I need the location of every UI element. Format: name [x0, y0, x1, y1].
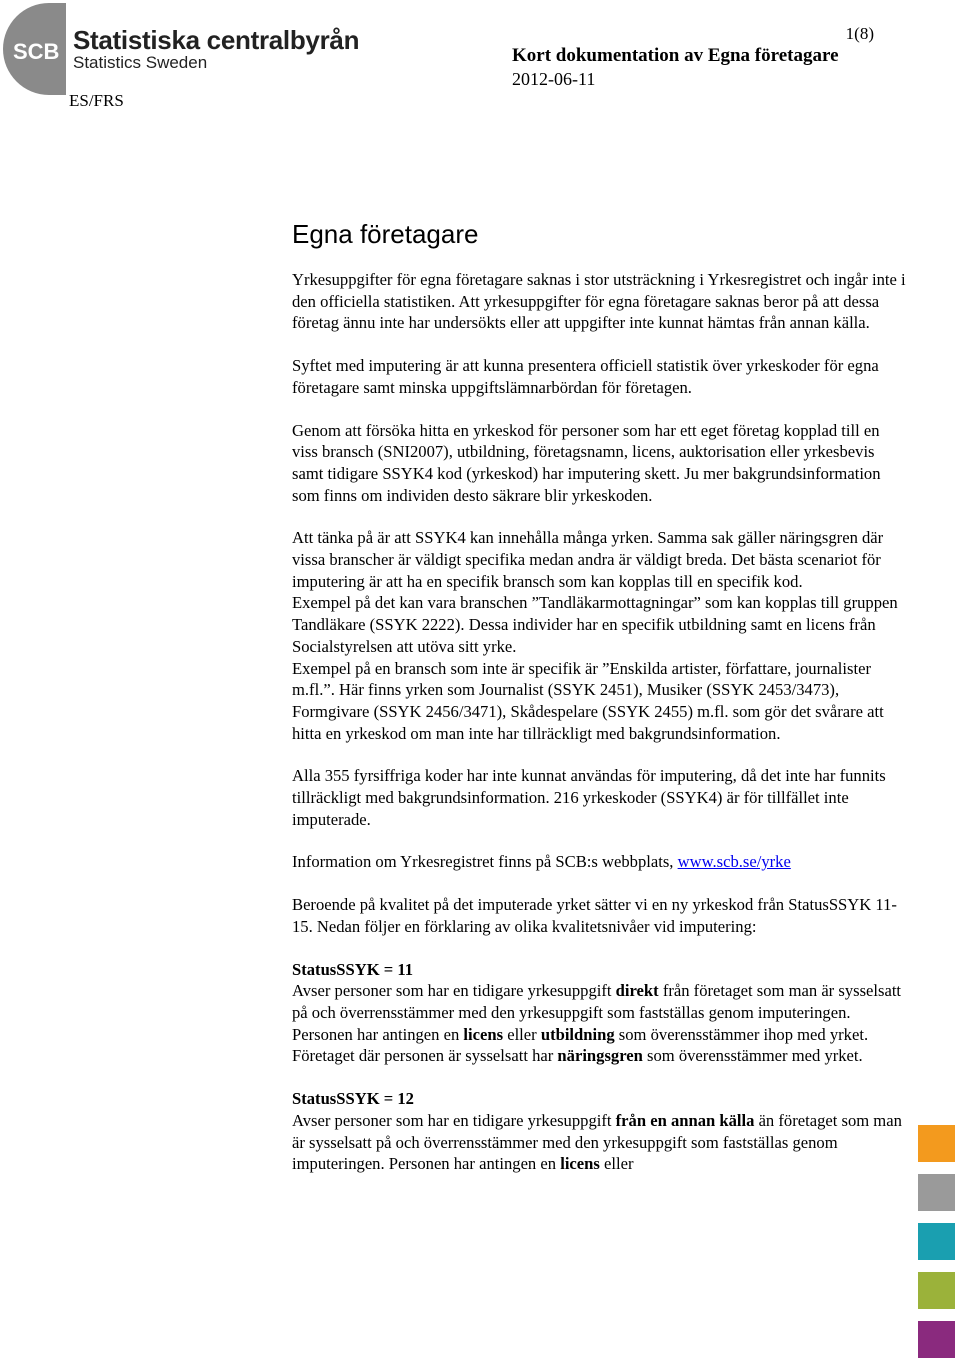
paragraph-info — [292, 851, 907, 873]
document-date: 2012-06-11 — [512, 69, 596, 89]
document-body — [292, 218, 907, 1196]
status-12-text: eller — [599, 1154, 634, 1174]
page-number: 1(8) — [845, 24, 874, 43]
scb-yrke-link[interactable]: www.scb.se/yrke — [677, 852, 791, 872]
paragraph-purpose: Syftet med imputering är att kunna presentera officiell statistik över yrkeskoder för egna företagare samt minska uppgiftslämnarbördan för företagen. — [292, 356, 879, 397]
status-11-bold-licens: licens — [463, 1024, 504, 1044]
paragraph-quality: Beroende på kvalitet på det imputerade yrket sätter vi en ny yrkeskod från StatusSSYK 11-15. Nedan följer en förklaring av olika kvalitetsnivåer vid imputering: — [292, 895, 897, 936]
orange-square — [918, 1125, 955, 1162]
info-text: Information om Yrkesregistret finns på SCB:s webbplats, — [292, 852, 678, 872]
paragraph-intro: Yrkesuppgifter för egna företagare saknas i stor utsträckning i Yrkesregistret och ingår inte i den officiella statistiken. Att yrkesuppgifter för egna företagare saknas beror på att dessa företag ännu inte har undersökts eller att uppgifter inte kunnat hämtas från annan källa. — [292, 270, 906, 333]
status-12-heading: StatusSSYK = 12 — [292, 1089, 414, 1109]
status-11-text: Avser personer som har en tidigare yrkesuppgift — [292, 981, 616, 1001]
paragraph-considerations: Att tänka på är att SSYK4 kan innehålla många yrken. Samma sak gäller näringsgren där vissa branscher är väldigt specifika medan andra är väldigt breda. Det bästa scenariot för imputering är att ha en specifik bransch som kan kopplas till en specifik kod. — [292, 528, 884, 591]
paragraph-example-specific: Exempel på det kan vara branschen ”Tandläkarmottagningar” som kan kopplas till gruppen Tandläkare (SSYK 2222). Dessa individer har en specifik utbildning samt en licens från Socialstyrelsen att utöva sitt yrke. — [292, 593, 898, 656]
status-12-text: Avser personer som har en tidigare yrkesuppgift — [292, 1110, 616, 1130]
paragraph-example-nonspecific: Exempel på en bransch som inte är specifik är ”Enskilda artister, författare, journalister m.fl.”. Här finns yrken som Journalist (SSYK 2451), Musiker (SSYK 2453/3473), Formgivare (SSYK 2456/3471), Skådespelare (SSYK 2455) m.fl. som gör det svårare att hitta en yrkeskod om man inte har tillräckligt med bakgrundsinformation. — [292, 658, 884, 743]
status-11-bold-naringsgren: näringsgren — [557, 1046, 643, 1066]
logo-name: Statistiska centralbyrån — [73, 25, 360, 55]
decorative-color-squares — [918, 1125, 955, 1370]
logo-subtitle: Statistics Sweden — [73, 53, 208, 72]
scb-logo-icon — [3, 3, 66, 95]
page-title: Egna företagare — [292, 219, 479, 249]
teal-square — [918, 1223, 955, 1260]
paragraph-codes: Alla 355 fyrsiffriga koder har inte kunnat användas för imputering, då det inte har funnits tillräckligt med bakgrundsinformation. 216 yrkeskoder (SSYK4) är för tillfället inte imputerade. — [292, 766, 886, 829]
document-title: Kort dokumentation av Egna företagare — [512, 45, 839, 66]
department-code: ES/FRS — [69, 91, 124, 110]
status-12-text: än företaget som man är sysselsatt på och överrensstämmer med den yrkesuppgift som fastställas genom imputeringen. Personen har antingen en — [292, 1110, 902, 1174]
scb-logo — [3, 3, 383, 95]
green-square — [918, 1272, 955, 1309]
status-11-bold-utbildning: utbildning — [540, 1024, 615, 1044]
gray-square — [918, 1174, 955, 1211]
status-11-text: som överensstämmer med yrket. — [642, 1046, 863, 1066]
purple-square — [918, 1321, 955, 1358]
status-11-text: från företaget som man är sysselsatt på och överrensstämmer med den yrkesuppgift som fastställas genom imputeringen. Personen har antingen en — [292, 981, 902, 1044]
status-12-section — [292, 1088, 907, 1175]
status-11-bold-direkt: direkt — [615, 981, 659, 1001]
status-12-bold-annan-kalla: från en annan källa — [615, 1110, 755, 1130]
status-11-heading: StatusSSYK = 11 — [292, 959, 414, 979]
status-11-text: som överensstämmer ihop med yrket. Företaget där personen är sysselsatt har — [292, 1024, 869, 1066]
paragraph-method: Genom att försöka hitta en yrkeskod för personer som har ett eget företag kopplad till en viss bransch (SNI2007), utbildning, företagsnamn, licens, auktorisation eller yrkesbevis samt tidigare SSYK4 kod (yrkeskod) har imputering skett. Ju mer bakgrundsinformation som finns om individen desto säkrare blir yrkeskoden. — [292, 420, 881, 505]
status-11-text: eller — [503, 1024, 541, 1044]
status-12-bold-licens: licens — [560, 1154, 600, 1174]
status-11-section — [292, 959, 907, 1068]
logo-mark-text: SCB — [13, 39, 60, 64]
